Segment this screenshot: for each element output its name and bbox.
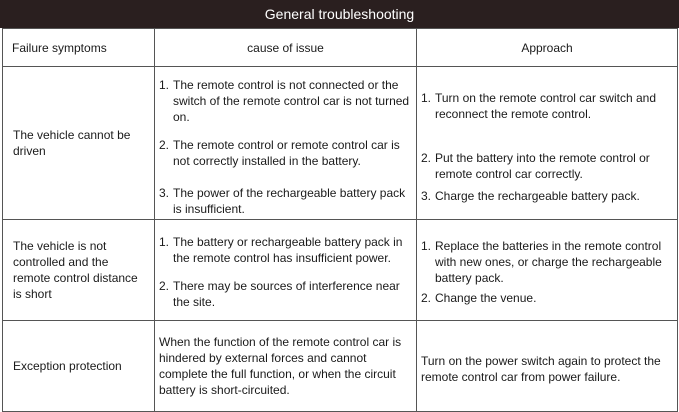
cause-cell [155, 67, 417, 220]
approach-text: Turn on the power switch again to protect the remote control car from power failure. [421, 354, 661, 384]
table-row [3, 321, 678, 412]
approach-cell [417, 67, 678, 220]
cause-item: 1. The remote control is not connected or the switch of the remote control car is not turned on. [159, 78, 410, 124]
approach-cell [417, 220, 678, 321]
table-row [3, 220, 678, 321]
cause-item: 2. There may be sources of interference near the site. [159, 279, 400, 309]
cause-item: 2. The remote control or remote control car is not correctly installed in the battery. [159, 138, 400, 168]
approach-item: 2. Put the battery into the remote control or remote control car correctly. [421, 151, 650, 181]
symptom-cell: Exception protection [3, 321, 155, 412]
cause-item: 3. The power of the rechargeable battery pack is insufficient. [159, 186, 406, 216]
approach-item: 1. Turn on the remote control car switch and reconnect the remote control. [421, 91, 656, 121]
cause-cell [155, 220, 417, 321]
symptom-cell: The vehicle cannot be driven [3, 67, 155, 220]
header-failure-symptoms: Failure symptoms [3, 29, 155, 67]
cause-item: 1. The battery or rechargeable battery pack in the remote control has insufficient power. [159, 235, 403, 265]
approach-cell [417, 321, 678, 412]
approach-item: 2. Change the venue. [421, 291, 537, 305]
symptom-cell: The vehicle is not controlled and the remote control distance is short [3, 220, 155, 321]
header-cause-of-issue: cause of issue [155, 29, 417, 67]
approach-item: 1. Replace the batteries in the remote control with new ones, or charge the rechargeable battery pack. [421, 239, 662, 285]
cause-cell: When the function of the remote control car is hindered by external forces and cannot complete the full function, or when the circuit battery is short-circuited. [155, 321, 417, 412]
table-row [3, 67, 678, 220]
header-row [3, 29, 678, 67]
table-title: General troubleshooting [0, 0, 679, 28]
troubleshooting-table [2, 28, 678, 412]
approach-item: 3. Charge the rechargeable battery pack. [421, 189, 640, 203]
header-approach: Approach [417, 29, 678, 67]
